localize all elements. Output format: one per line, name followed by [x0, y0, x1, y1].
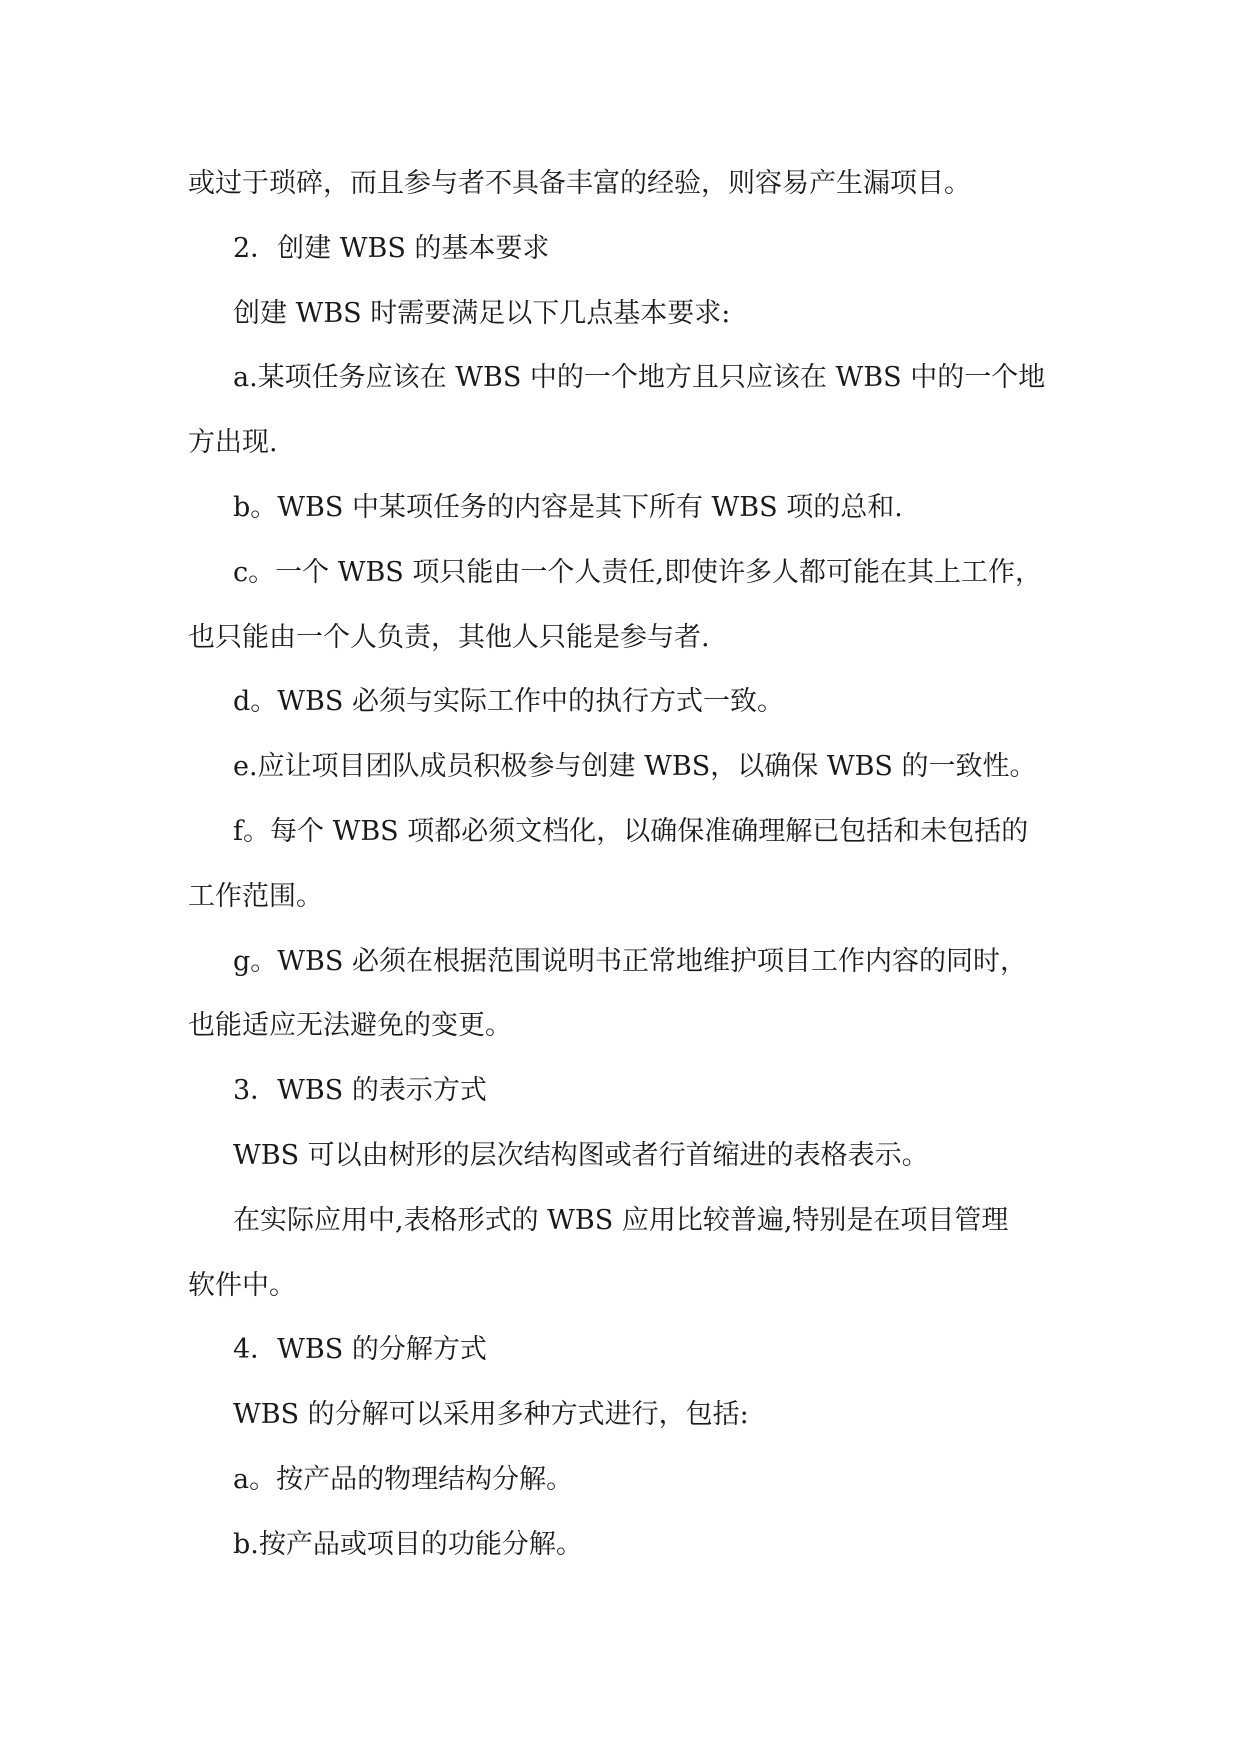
- text-line: 或过于琐碎，而且参与者不具备丰富的经验，则容易产生漏项目。: [188, 168, 971, 199]
- document-body: [188, 152, 1056, 1578]
- section-heading: 3．WBS 的表示方式: [233, 1075, 487, 1107]
- list-item: a。按产品的物理结构分解。: [233, 1463, 574, 1495]
- list-item: d。WBS 必须与实际工作中的执行方式一致。: [233, 686, 784, 718]
- text-line: 方出现.: [188, 427, 278, 459]
- text-line: 工作范围。: [188, 880, 323, 912]
- text-line: WBS 的分解可以采用多种方式进行，包括:: [233, 1399, 749, 1431]
- text-line: 创建 WBS 时需要满足以下几点基本要求:: [233, 297, 731, 329]
- text-line: WBS 可以由树形的层次结构图或者行首缩进的表格表示。: [233, 1139, 929, 1171]
- list-item: e.应让项目团队成员积极参与创建 WBS，以确保 WBS 的一致性。: [233, 751, 1037, 783]
- text-line: 在实际应用中,表格形式的 WBS 应用比较普遍,特别是在项目管理: [233, 1204, 1009, 1236]
- list-item: a.某项任务应该在 WBS 中的一个地方且只应该在 WBS 中的一个地: [233, 362, 1046, 394]
- list-item: c。一个 WBS 项只能由一个人责任,即使许多人都可能在其上工作，: [233, 556, 1042, 588]
- text-line: 软件中。: [188, 1269, 296, 1301]
- list-item: f。每个 WBS 项都必须文档化，以确保准确理解已包括和未包括的: [233, 815, 1029, 847]
- list-item: b。WBS 中某项任务的内容是其下所有 WBS 项的总和.: [233, 491, 903, 523]
- text-line: 也能适应无法避免的变更。: [188, 1010, 512, 1042]
- section-heading: 4．WBS 的分解方式: [233, 1334, 487, 1366]
- list-item: g。WBS 必须在根据范围说明书正常地维护项目工作内容的同时，: [233, 945, 1027, 977]
- text-line: 也只能由一个人负责，其他人只能是参与者.: [188, 621, 710, 653]
- list-item: b.按产品或项目的功能分解。: [233, 1528, 583, 1560]
- section-heading: 2．创建 WBS 的基本要求: [233, 232, 550, 264]
